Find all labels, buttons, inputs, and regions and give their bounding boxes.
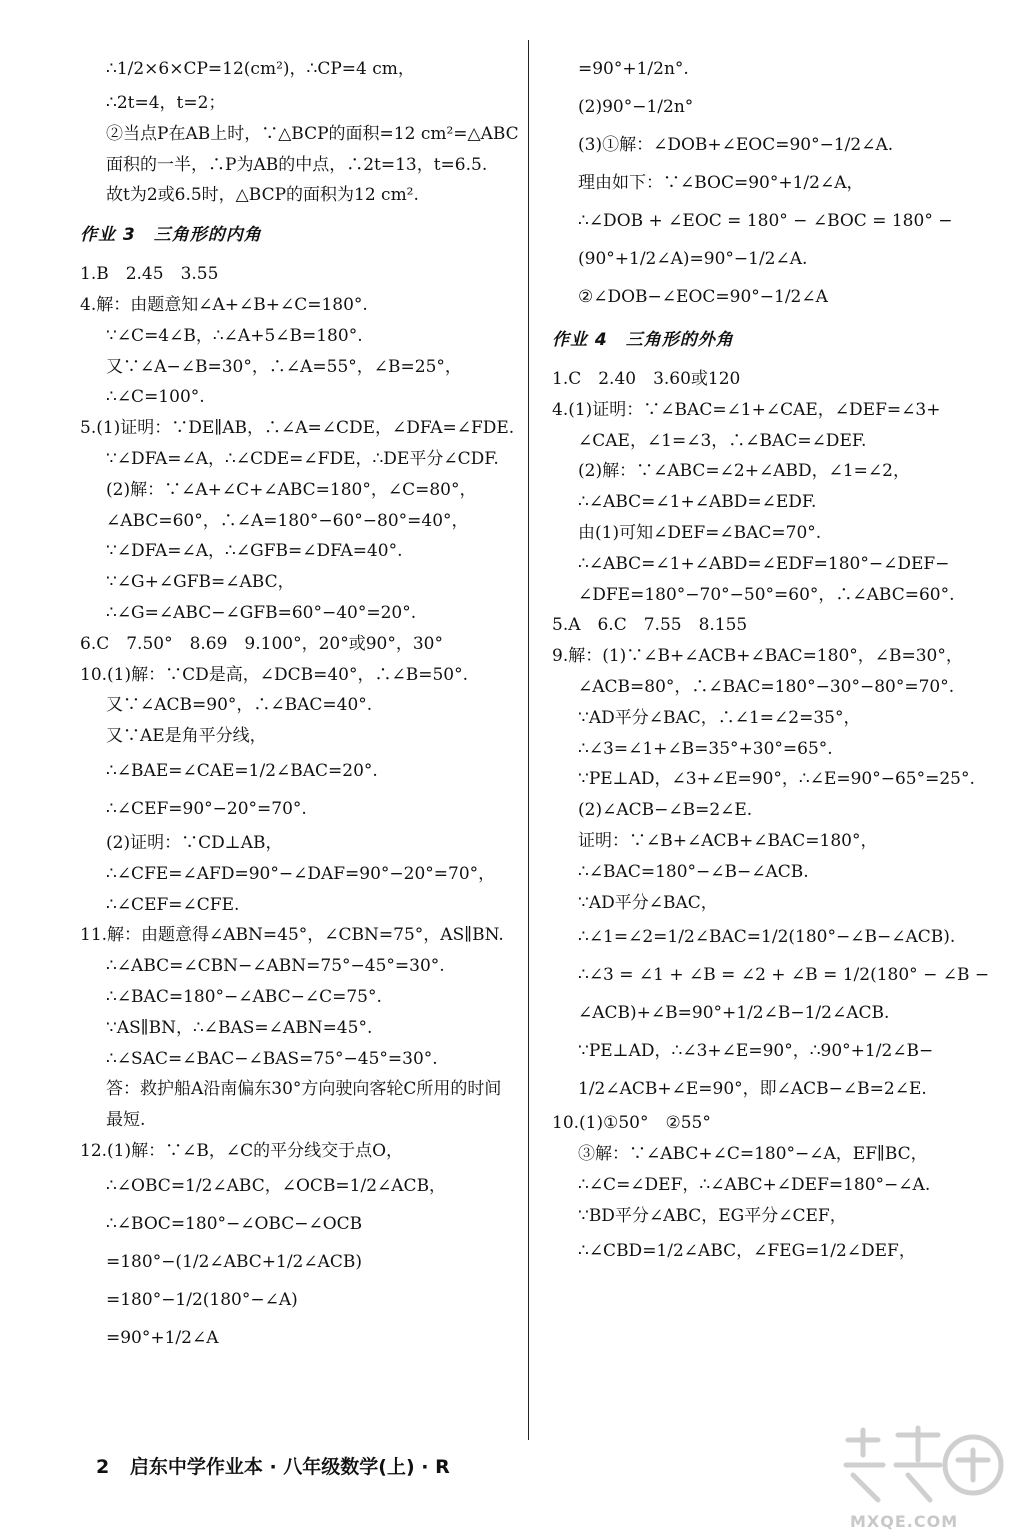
text-line: 答：救护船A沿南偏东30°方向驶向客轮C所用的时间	[106, 1079, 502, 1100]
text-line: ∴∠BAC=180°−∠ABC−∠C=75°.	[106, 986, 382, 1007]
text-line: ∴∠OBC=1/2∠ABC，∠OCB=1/2∠ACB，	[106, 1175, 447, 1196]
text-line: ∴∠3=∠1+∠B=35°+30°=65°.	[578, 738, 833, 759]
text-line: 9.解：(1)∵∠B+∠ACB+∠BAC=180°，∠B=30°，	[552, 646, 963, 667]
text-line: ∠ABC=60°，∴∠A=180°−60°−80°=40°，	[106, 510, 469, 531]
text-line: 1.C 2.40 3.60或120	[552, 369, 741, 389]
text-line: ∴∠BAE=∠CAE=1/2∠BAC=20°.	[106, 760, 378, 781]
text-line: ∠ACB)+∠B=90°+1/2∠B−1/2∠ACB.	[578, 1003, 890, 1024]
text-line: (2)∠ACB−∠B=2∠E.	[578, 800, 753, 821]
text-line: ∠DFE=180°−70°−50°=60°，∴∠ABC=60°.	[578, 584, 955, 605]
text-line: ②当点P在AB上时，∵△BCP的面积=12 cm²=△ABC	[106, 123, 519, 144]
section-heading: 作业 4 三角形的外角	[552, 330, 734, 350]
watermark-logo-icon	[838, 1420, 1006, 1510]
watermark-logo	[838, 1420, 1006, 1530]
left-column	[80, 50, 520, 1357]
text-line: ∴∠ABC=∠1+∠ABD=∠EDF.	[578, 492, 817, 513]
text-line: ∴∠C=100°.	[106, 387, 205, 408]
text-line: ∴∠1=∠2=1/2∠BAC=1/2(180°−∠B−∠ACB).	[578, 927, 956, 948]
text-line: 1.B 2.45 3.55	[80, 264, 219, 285]
text-line: (3)①解：∠DOB+∠EOC=90°−1/2∠A.	[578, 135, 894, 155]
text-line: 12.(1)解：∵∠B，∠C的平分线交于点O，	[80, 1140, 404, 1161]
text-line: 故t为2或6.5时，△BCP的面积为12 cm².	[106, 185, 419, 206]
book-title: 启东中学作业本 · 八年级数学(上) · R	[129, 1456, 450, 1478]
text-line: ∠CAE，∠1=∠3，∴∠BAC=∠DEF.	[578, 430, 867, 451]
text-line: ∴∠C=∠DEF，∴∠ABC+∠DEF=180°−∠A.	[578, 1174, 931, 1195]
text-line: ∴∠DOB + ∠EOC = 180° − ∠BOC = 180° −	[578, 211, 953, 231]
text-line: ∴∠G=∠ABC−∠GFB=60°−40°=20°.	[106, 602, 417, 623]
text-line: (90°+1/2∠A)=90°−1/2∠A.	[578, 249, 808, 269]
text-line: (2)解：∵∠ABC=∠2+∠ABD，∠1=∠2，	[578, 461, 910, 482]
text-line: ∴∠SAC=∠BAC−∠BAS=75°−45°=30°.	[106, 1048, 438, 1069]
text-line: ∴∠3 = ∠1 + ∠B = ∠2 + ∠B = 1/2(180° − ∠B −	[578, 965, 990, 986]
watermark-site: MXQE.COM	[850, 1512, 959, 1531]
text-line: 6.C 7.50° 8.69 9.100°，20°或90°，30°	[80, 633, 443, 654]
text-line: =180°−1/2(180°−∠A)	[106, 1289, 298, 1310]
text-line: ∵AD平分∠BAC，∴∠1=∠2=35°，	[578, 707, 861, 728]
text-line: =90°+1/2∠A	[106, 1327, 219, 1348]
text-line: ∴∠ABC=∠1+∠ABD=∠EDF=180°−∠DEF−	[578, 553, 950, 574]
text-line: 最短.	[106, 1110, 146, 1131]
text-line: ∵∠C=4∠B，∴∠A+5∠B=180°.	[106, 325, 363, 346]
text-line: ∴2t=4，t=2；	[106, 93, 226, 113]
text-line: =180°−(1/2∠ABC+1/2∠ACB)	[106, 1251, 363, 1272]
text-line: 理由如下：∵∠BOC=90°+1/2∠A，	[578, 173, 864, 193]
text-line: 面积的一半，∴P为AB的中点，∴2t=13，t=6.5.	[106, 154, 488, 175]
text-line: 10.(1)①50° ②55°	[552, 1113, 711, 1134]
page-footer	[96, 1452, 450, 1479]
text-line: =90°+1/2n°.	[578, 59, 689, 79]
text-line: (2)90°−1/2n°	[578, 97, 694, 117]
text-line: 4.解：由题意知∠A+∠B+∠C=180°.	[80, 294, 368, 315]
text-line: ∵PE⊥AD，∠3+∠E=90°，∴∠E=90°−65°=25°.	[578, 769, 975, 790]
text-line: ∵∠DFA=∠A，∴∠GFB=∠DFA=40°.	[106, 541, 403, 562]
text-line: ∵AD平分∠BAC，	[578, 892, 718, 913]
text-line: 证明：∵∠B+∠ACB+∠BAC=180°，	[578, 830, 878, 851]
text-line: 又∵AE是角平分线，	[106, 726, 267, 747]
text-line: ∴∠CEF=90°−20°=70°.	[106, 798, 307, 819]
text-line: ∠ACB=80°，∴∠BAC=180°−30°−80°=70°.	[578, 676, 955, 697]
text-line: ②∠DOB−∠EOC=90°−1/2∠A	[578, 287, 828, 307]
text-line: 11.解：由题意得∠ABN=45°，∠CBN=75°，AS∥BN.	[80, 925, 504, 946]
text-line: 5.(1)证明：∵DE∥AB，∴∠A=∠CDE，∠DFA=∠FDE.	[80, 418, 515, 439]
text-line: 又∵∠A−∠B=30°，∴∠A=55°，∠B=25°，	[106, 356, 462, 377]
text-line: ∴∠ABC=∠CBN−∠ABN=75°−45°=30°.	[106, 956, 445, 977]
text-line: ∵BD平分∠ABC，EG平分∠CEF，	[578, 1205, 847, 1226]
text-line: ∴1/2×6×CP=12(cm²)，∴CP=4 cm，	[106, 59, 415, 79]
text-line: ∵∠G+∠GFB=∠ABC，	[106, 572, 295, 593]
column-divider	[528, 40, 529, 1440]
text-line: ∴∠BAC=180°−∠B−∠ACB.	[578, 861, 809, 882]
text-line: ③解：∵∠ABC+∠C=180°−∠A，EF∥BC，	[578, 1144, 928, 1165]
section-heading: 作业 3 三角形的内角	[80, 225, 262, 246]
text-line: 5.A 6.C 7.55 8.155	[552, 615, 748, 636]
text-line: 由(1)可知∠DEF=∠BAC=70°.	[578, 522, 822, 543]
page-number: 2	[96, 1456, 110, 1478]
text-line: ∵PE⊥AD，∴∠3+∠E=90°，∴90°+1/2∠B−	[578, 1041, 934, 1062]
text-line: ∴∠CEF=∠CFE.	[106, 894, 240, 915]
text-line: 4.(1)证明：∵∠BAC=∠1+∠CAE，∠DEF=∠3+	[552, 399, 941, 420]
right-column	[552, 50, 992, 1270]
text-line: ∵∠DFA=∠A，∴∠CDE=∠FDE，∴DE平分∠CDF.	[106, 448, 499, 469]
text-line: 1/2∠ACB+∠E=90°，即∠ACB−∠B=2∠E.	[578, 1079, 927, 1100]
text-line: ∴∠CBD=1/2∠ABC，∠FEG=1/2∠DEF，	[578, 1240, 916, 1261]
text-line: ∵AS∥BN，∴∠BAS=∠ABN=45°.	[106, 1017, 373, 1038]
text-line: 10.(1)解：∵CD是高，∠DCB=40°，∴∠B=50°.	[80, 664, 469, 685]
text-line: (2)解：∵∠A+∠C+∠ABC=180°，∠C=80°，	[106, 479, 477, 500]
text-line: 又∵∠ACB=90°，∴∠BAC=40°.	[106, 695, 373, 716]
text-line: (2)证明：∵CD⊥AB，	[106, 832, 283, 853]
text-line: ∴∠CFE=∠AFD=90°−∠DAF=90°−20°=70°，	[106, 863, 496, 884]
text-line: ∴∠BOC=180°−∠OBC−∠OCB	[106, 1213, 363, 1234]
